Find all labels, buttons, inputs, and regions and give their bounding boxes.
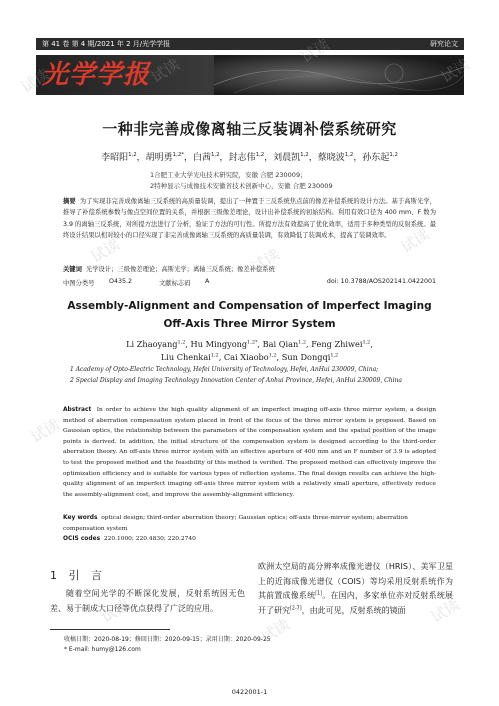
watermark: 试读 (257, 615, 293, 647)
watermark: 试读 (197, 435, 233, 467)
journal-header-bar (36, 38, 464, 50)
abstract-en-label: Abstract (63, 407, 92, 413)
abstract-cn (63, 196, 436, 241)
clc-value: O435.2 (109, 278, 132, 285)
title-en-line-1: Assembly-Alignment and Compensation of Imperfect Imaging (67, 300, 432, 312)
keywords-en-text: optical design; third-order aberration theory; Gaussian optics; off-axis three-mirror system; aberration compensation system (63, 515, 408, 532)
keywords-en (63, 513, 436, 534)
affiliation-en-1: 1 Academy of Opto-Electric Technology, Hefei University of Technology, Hefei, AnHui 230009, China; (70, 366, 379, 373)
ocis-label: OCIS codes (63, 536, 101, 542)
journal-logo: 光学学报 (42, 60, 151, 90)
section-heading-introduction: 1 引 言 (50, 569, 106, 582)
affiliation-en-2: 2 Special Display and Imaging Technology Innovation Center of Anhui Province, Hefei, AnHui 230009, China (70, 377, 402, 384)
page-number: 0422001-1 (231, 688, 268, 696)
abstract-cn-label: 摘要 (63, 198, 76, 205)
affiliation-cn-1: 1合肥工业大学光电技术研究院，安徽 合肥 230009； (150, 171, 307, 179)
keywords-cn (63, 264, 275, 273)
affiliation-cn-2: 2特种显示与成像技术安徽省技术创新中心，安徽 合肥 230009 (150, 182, 333, 190)
paper-title-cn: 一种非完善成像离轴三反装调补偿系统研究 (102, 120, 397, 138)
banner-decoration (214, 55, 464, 95)
watermark: 试读 (247, 245, 283, 277)
clc-label: 中图分类号 (63, 280, 95, 287)
abstract-en (63, 405, 436, 500)
watermark: 试读 (437, 55, 473, 87)
watermark: 试读 (427, 595, 463, 627)
column-label: 研究论文 (430, 40, 458, 48)
issue-info: 第 41 卷 第 4 期/2021 年 2 月/光学学报 (42, 40, 171, 48)
title-en-line-2: Off-Axis Three Mirror System (163, 318, 336, 330)
authors-en (0, 338, 499, 364)
paper-title-en (0, 297, 499, 333)
ocis-values: 220.1000; 220.4830; 220.2740 (103, 536, 196, 542)
abstract-en-text: In order to achieve the high quality alignment of an imperfect imaging off-axis three mirror system, a design method of aberration compensation system placed in front of the focus of the three mirror system is proposed. Based on Gaussian optics, the relationship between the parameters of the compensation system and the spatial position of the image points is derived. In addition, the initial structure of the compensation system is designed according to the third-order aberration theory. An off-axis three mirror system with an effective aperture of 400 mm and an F number of 3.9 is adopted to test the proposed method and the feasibility of this method is verified. The proposed method can effectively improve the optimization efficiency and is suitable for various types of reflection systems. The final design results can achieve the high-quality alignment of an imperfect imaging off-axis three mirror system with a relatively small aperture, effectively reduce the assembly-alignment cost, and improve the assembly-alignment efficiency. (63, 407, 437, 498)
received-dates: 收稿日期：2020-08-19；修回日期：2020-09-15；录用日期：2020-09-25 (64, 636, 271, 643)
doc-code-value: A (205, 278, 210, 285)
watermark: 试读 (357, 415, 393, 447)
footnote-divider (50, 629, 170, 630)
watermark: 试读 (397, 225, 433, 257)
keywords-cn-label: 关键词 (63, 266, 82, 273)
watermark: 试读 (297, 35, 333, 67)
intro-right-column: 欧洲太空局的高分辨率成像光谱仪（HRIS）、美军卫星上的近海成像光谱仪（COIS）等均采用反射系统作为其前置成像系统[1]。在国内，多家单位亦对反射系统展开了研究[2-7]，由此可见，反射系统的镜面 (258, 562, 454, 615)
keywords-cn-text: 光学设计；三级像差理论；高斯光学；离轴三反系统；像差补偿系统 (85, 266, 275, 273)
watermark: 试读 (87, 235, 123, 267)
corresponding-email: * E-mail: humy@126.com (64, 646, 141, 653)
abstract-cn-text: 为了实现非完善成像离轴三反系统的高质量装调，提出了一种置于三反系统焦点前的像差补偿系统的设计方法。基于高斯光学，推导了补偿系统参数与像点空间位置的关系，并根据三级像差理论，设计出补偿系统的初始结构。利用有效口径为 400 mm、F 数为 3.9 的离轴三反系统，对所提方法进行了分析，验证了方法的可行性。所提方法有效提高了优化效率，适用于多种类型的反射系统。最终设计结果以相对较小的口径实现了非完善成像离轴三反系统的高质量装调，有效降低了装调成本，提高了装调效率。 (63, 198, 437, 239)
ocis-codes (63, 536, 196, 542)
journal-banner (36, 55, 464, 95)
watermark: 试读 (147, 55, 183, 87)
watermark: 试读 (17, 65, 53, 97)
doc-code-label: 文献标志码 (159, 280, 191, 287)
watermark: 试读 (97, 595, 133, 627)
authors-en-line-1: Li Zhaoyang$^{1,2}$, Hu Mingyong$^{1,2*}$, Bai Qian$^{1,2}$, Feng Zhiwei$^{1,2}$, (126, 339, 373, 349)
keywords-en-label: Key words (63, 515, 98, 521)
authors-en-line-2: Liu Chenkai$^{1,2}$, Cai Xiaobo$^{1,2}$, Sun Dongqi$^{1,2}$ (160, 352, 339, 362)
doi: doi: 10.3788/AOS202141.0422001 (326, 278, 436, 285)
intro-left-column: 随着空间光学的不断深化发展，反射系统因无色差、易于制成大口径等优点获得了广泛的应用。 (50, 589, 245, 613)
authors-cn: 李昭阳$^{1,2}$，胡明勇$^{1,2*}$，白茜$^{1,2}$，封志伟$^{1,2}$，刘晨凯$^{1,2}$，蔡晓波$^{1,2}$，孙东起$^{1,2}$ (101, 152, 398, 163)
watermark: 试读 (27, 415, 63, 447)
